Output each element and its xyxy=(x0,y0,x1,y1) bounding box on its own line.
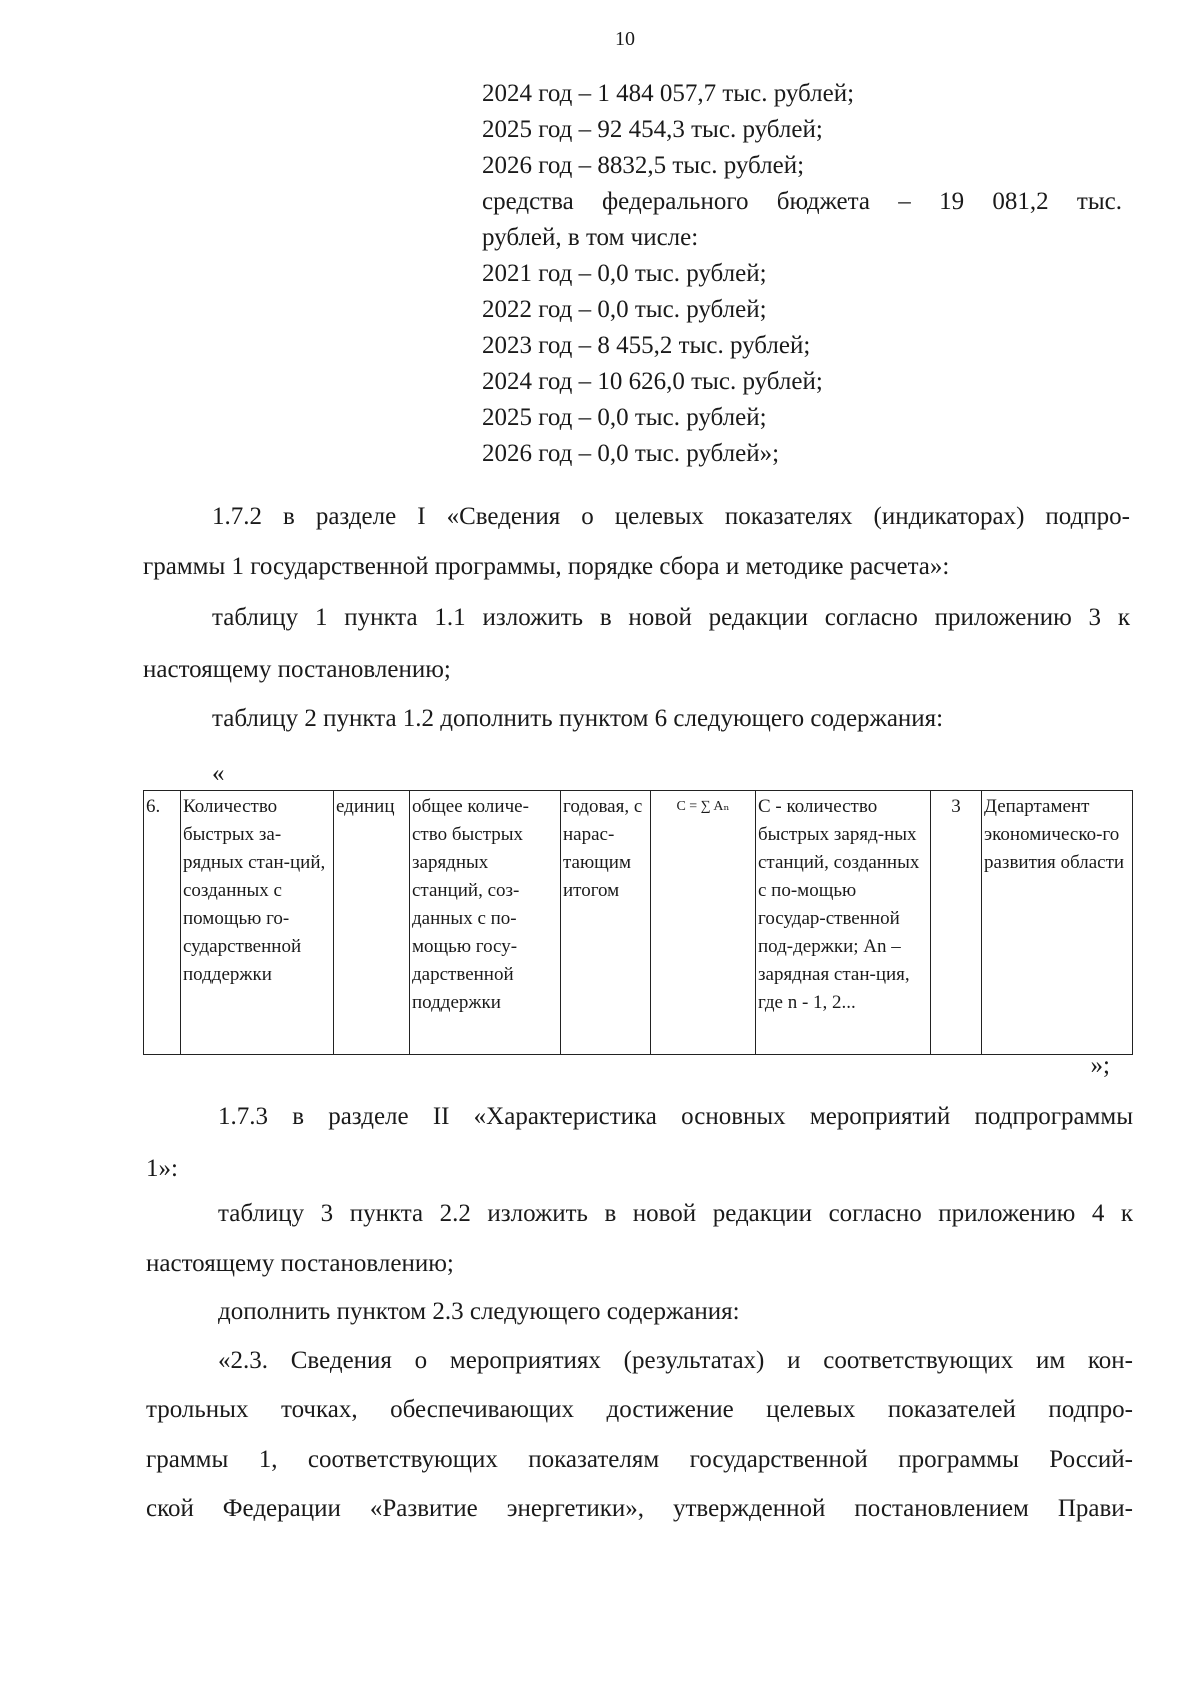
table1-line2: настоящему постановлению; xyxy=(143,656,451,683)
table3-line1: таблицу 3 пункта 2.2 изложить в новой редакции согласно приложению 4 к xyxy=(218,1200,1133,1227)
cell-name: Количество быстрых за-рядных стан-ций, созданных с помощью го-сударственной поддержки xyxy=(181,791,334,1055)
section-173-line1: 1.7.3 в разделе II «Характеристика основных мероприятий подпрограммы xyxy=(218,1103,1133,1130)
cell-unit: единиц xyxy=(334,791,410,1055)
indicator-table xyxy=(143,790,1133,1055)
cell-period: годовая, с нарас-тающим итогом xyxy=(561,791,651,1055)
quote-close: »; xyxy=(1090,1052,1110,1079)
funding-line-2026: 2026 год – 8832,5 тыс. рублей; xyxy=(482,152,805,179)
federal-line-2024: 2024 год – 10 626,0 тыс. рублей; xyxy=(482,368,823,395)
federal-budget-line: средства федерального бюджета – 19 081,2 тыс. xyxy=(482,188,1122,215)
section-172-line1: 1.7.2 в разделе I «Сведения о целевых показателях (индикаторах) подпро- xyxy=(212,503,1130,530)
section-173-line2: 1»: xyxy=(146,1155,178,1182)
federal-line-2025: 2025 год – 0,0 тыс. рублей; xyxy=(482,404,767,431)
funding-list xyxy=(482,76,1122,472)
cell-num: 6. xyxy=(144,791,181,1055)
quote-open: « xyxy=(212,760,225,787)
table3-line2: настоящему постановлению; xyxy=(146,1250,454,1277)
federal-line-2021: 2021 год – 0,0 тыс. рублей; xyxy=(482,260,767,287)
table1-line1: таблицу 1 пункта 1.1 изложить в новой редакции согласно приложению 3 к xyxy=(212,604,1130,631)
federal-budget-line-cont: рублей, в том числе: xyxy=(482,224,699,251)
table-row xyxy=(144,791,1133,1055)
table2-line: таблицу 2 пункта 1.2 дополнить пунктом 6 следующего содержания: xyxy=(212,705,944,732)
funding-line-2024: 2024 год – 1 484 057,7 тыс. рублей; xyxy=(482,80,855,107)
federal-line-2022: 2022 год – 0,0 тыс. рублей; xyxy=(482,296,767,323)
cell-formula: C = ∑ Aₙ xyxy=(651,791,756,1055)
add-point-line: дополнить пунктом 2.3 следующего содержания: xyxy=(218,1298,740,1325)
point23-line2: трольных точках, обеспечивающих достижение целевых показателей подпро- xyxy=(146,1396,1133,1423)
point23-line3: граммы 1, соответствующих показателям государственной программы Россий- xyxy=(146,1446,1133,1473)
cell-method: 3 xyxy=(931,791,982,1055)
point23-line1: «2.3. Сведения о мероприятиях (результатах) и соответствующих им кон- xyxy=(218,1347,1133,1374)
point23-line4: ской Федерации «Развитие энергетики», утвержденной постановлением Прави- xyxy=(146,1495,1133,1522)
page-number: 10 xyxy=(615,28,635,50)
cell-responsible: Департамент экономическо-го развития области xyxy=(982,791,1133,1055)
federal-line-2026: 2026 год – 0,0 тыс. рублей»; xyxy=(482,440,780,467)
funding-line-2025: 2025 год – 92 454,3 тыс. рублей; xyxy=(482,116,823,143)
cell-variables: С - количество быстрых заряд-ных станций, созданных с по-мощью государ-ственной под-держки; An – зарядная стан-ция, где n - 1, 2... xyxy=(756,791,931,1055)
cell-definition: общее количе-ство быстрых зарядных станций, соз-данных с по-мощью госу-дарственной поддержки xyxy=(410,791,561,1055)
section-172-line2: граммы 1 государственной программы, порядке сбора и методике расчета»: xyxy=(143,553,950,580)
federal-line-2023: 2023 год – 8 455,2 тыс. рублей; xyxy=(482,332,811,359)
